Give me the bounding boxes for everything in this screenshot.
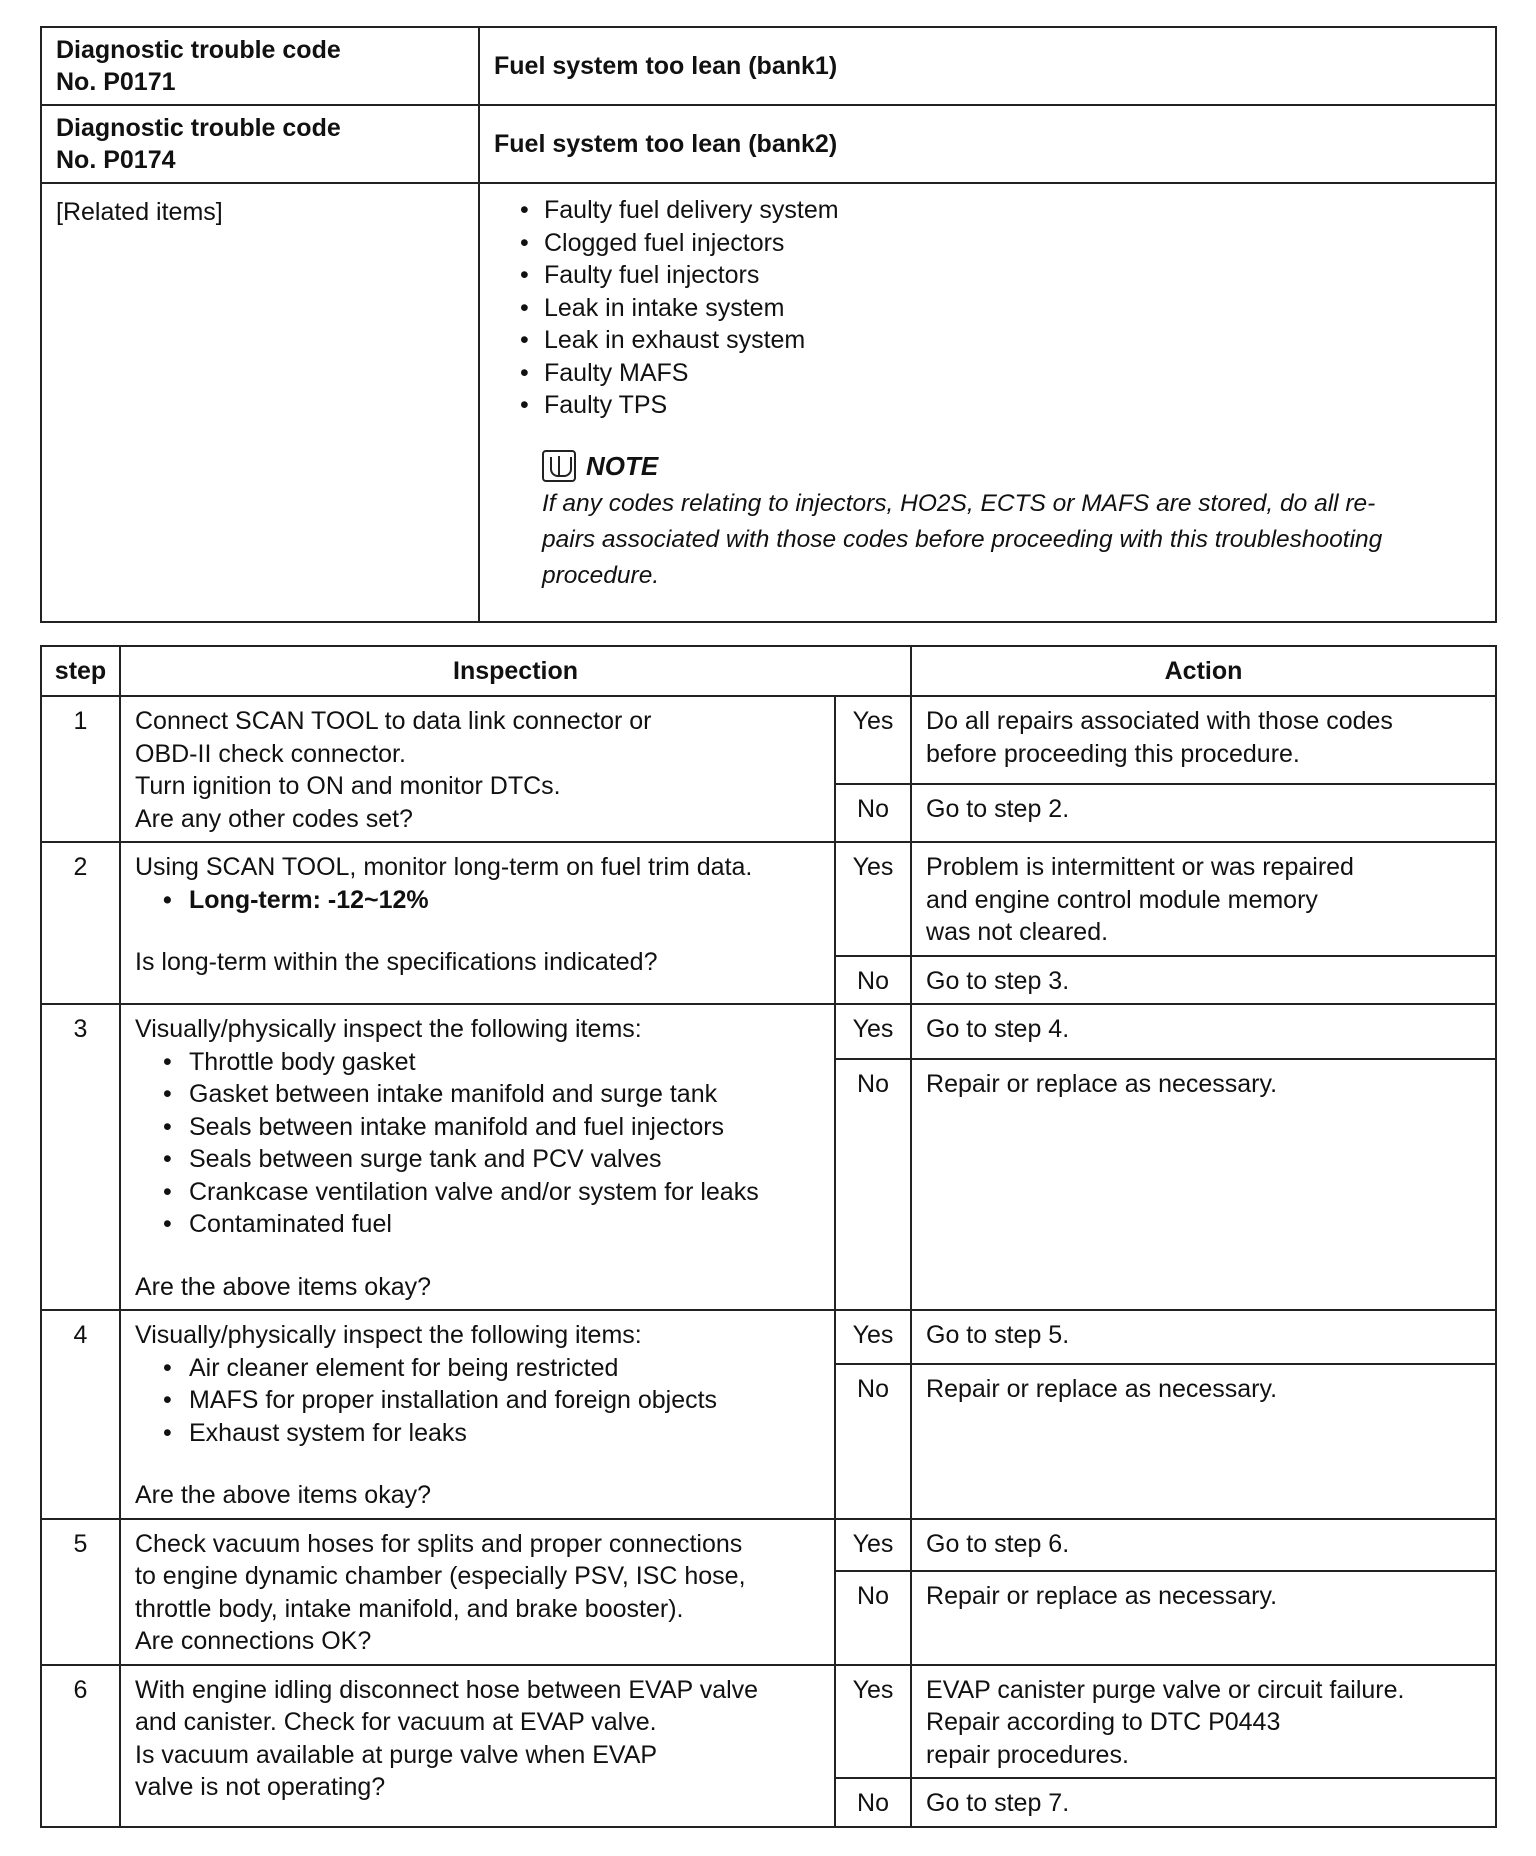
related-item: • Faulty fuel injectors bbox=[518, 259, 1481, 292]
action-line: and engine control module memory bbox=[926, 885, 1318, 914]
no-label: No bbox=[835, 1059, 911, 1310]
note-block bbox=[542, 450, 1481, 594]
inspection-line: Visually/physically inspect the following items: bbox=[135, 1321, 642, 1349]
col-header-inspection: Inspection bbox=[120, 646, 911, 696]
related-item: • Faulty MAFS bbox=[518, 357, 1481, 390]
action-line: Repair according to DTC P0443 bbox=[926, 1708, 1281, 1736]
dtc-title: Fuel system too lean (bank2) bbox=[479, 105, 1496, 183]
yes-label: Yes bbox=[835, 842, 911, 956]
inspection-cell bbox=[120, 1004, 835, 1310]
no-label: No bbox=[835, 784, 911, 842]
dtc-title: Fuel system too lean (bank1) bbox=[479, 27, 1496, 105]
inspection-line: With engine idling disconnect hose between EVAP valve bbox=[135, 1675, 759, 1704]
inspection-bullet: • MAFS for proper installation and foreign objects bbox=[159, 1384, 822, 1417]
note-line: procedure. bbox=[542, 561, 660, 589]
col-header-action: Action bbox=[911, 646, 1496, 696]
related-items-list bbox=[518, 194, 1481, 422]
related-items-cell bbox=[479, 183, 1496, 622]
action-line: Repair or replace as necessary. bbox=[926, 1374, 1278, 1403]
no-label: No bbox=[835, 1571, 911, 1664]
dtc-label-line1: Diagnostic trouble code bbox=[56, 114, 341, 142]
inspection-bullets bbox=[135, 884, 822, 917]
yes-label: Yes bbox=[835, 1519, 911, 1572]
dtc-label bbox=[41, 105, 479, 183]
inspection-line: Visually/physically inspect the following items: bbox=[135, 1015, 642, 1043]
yes-action bbox=[911, 1004, 1496, 1059]
inspection-question: valve is not operating? bbox=[135, 1773, 386, 1801]
action-line: Go to step 4. bbox=[926, 1015, 1070, 1043]
inspection-question: Are the above items okay? bbox=[135, 1272, 431, 1301]
inspection-cell bbox=[120, 1665, 835, 1827]
no-action bbox=[911, 784, 1496, 842]
inspection-bullet: • Long-term: -12~12% bbox=[159, 884, 822, 917]
related-item: • Leak in exhaust system bbox=[518, 324, 1481, 357]
inspection-bullets bbox=[135, 1046, 822, 1241]
action-line: Repair or replace as necessary. bbox=[926, 1582, 1278, 1611]
step-number: 4 bbox=[41, 1310, 120, 1519]
col-header-step: step bbox=[41, 646, 120, 696]
related-item: • Faulty TPS bbox=[518, 389, 1481, 422]
no-label: No bbox=[835, 1364, 911, 1519]
step-number: 5 bbox=[41, 1519, 120, 1665]
inspection-line: Is vacuum available at purge valve when EVAP bbox=[135, 1740, 658, 1769]
inspection-line: Turn ignition to ON and monitor DTCs. bbox=[135, 772, 561, 800]
related-items-label: [Related items] bbox=[41, 183, 479, 622]
inspection-cell bbox=[120, 1310, 835, 1519]
yes-action bbox=[911, 696, 1496, 784]
inspection-bullet: • Throttle body gasket bbox=[159, 1046, 822, 1079]
note-header bbox=[542, 450, 1481, 482]
steps-body bbox=[41, 696, 1496, 1827]
yes-label: Yes bbox=[835, 1665, 911, 1779]
no-action bbox=[911, 1571, 1496, 1664]
step-row bbox=[41, 842, 1496, 956]
book-icon bbox=[542, 450, 576, 482]
inspection-bullets bbox=[135, 1352, 822, 1450]
spacer bbox=[135, 1449, 822, 1479]
no-label: No bbox=[835, 956, 911, 1005]
related-item: • Faulty fuel delivery system bbox=[518, 194, 1481, 227]
step-number: 2 bbox=[41, 842, 120, 1004]
inspection-bullet: • Seals between surge tank and PCV valves bbox=[159, 1143, 822, 1176]
note-text bbox=[542, 486, 1481, 594]
inspection-cell bbox=[120, 842, 835, 1004]
inspection-line: Connect SCAN TOOL to data link connector or bbox=[135, 707, 652, 735]
troubleshooting-table bbox=[40, 645, 1497, 1828]
related-item: • Clogged fuel injectors bbox=[518, 227, 1481, 260]
no-label: No bbox=[835, 1778, 911, 1827]
inspection-bullet: • Gasket between intake manifold and surge tank bbox=[159, 1078, 822, 1111]
inspection-bullet: • Air cleaner element for being restricted bbox=[159, 1352, 822, 1385]
inspection-line: to engine dynamic chamber (especially PSV, ISC hose, bbox=[135, 1562, 746, 1590]
step-row bbox=[41, 1004, 1496, 1059]
dtc-code: No. P0171 bbox=[56, 68, 176, 96]
spacer bbox=[135, 916, 822, 946]
step-number: 1 bbox=[41, 696, 120, 842]
inspection-line: OBD-II check connector. bbox=[135, 739, 406, 768]
action-line: Go to step 3. bbox=[926, 966, 1070, 995]
no-action bbox=[911, 1778, 1496, 1827]
inspection-bullet: • Contaminated fuel bbox=[159, 1208, 822, 1241]
yes-label: Yes bbox=[835, 1004, 911, 1059]
inspection-question: Is long-term within the specifications indicated? bbox=[135, 948, 658, 976]
inspection-bullet: • Seals between intake manifold and fuel injectors bbox=[159, 1111, 822, 1144]
related-item: • Leak in intake system bbox=[518, 292, 1481, 325]
inspection-line: Check vacuum hoses for splits and proper connections bbox=[135, 1529, 743, 1558]
inspection-line: Using SCAN TOOL, monitor long-term on fuel trim data. bbox=[135, 853, 753, 881]
note-line: pairs associated with those codes before proceeding with this troubleshooting bbox=[542, 525, 1383, 553]
action-line: Problem is intermittent or was repaired bbox=[926, 853, 1354, 881]
action-line: before proceeding this procedure. bbox=[926, 739, 1300, 768]
dtc-label-line1: Diagnostic trouble code bbox=[56, 36, 341, 64]
action-line: Go to step 5. bbox=[926, 1321, 1070, 1349]
action-line: Go to step 6. bbox=[926, 1529, 1070, 1558]
inspection-line: and canister. Check for vacuum at EVAP valve. bbox=[135, 1708, 657, 1736]
action-line: Do all repairs associated with those codes bbox=[926, 707, 1393, 735]
action-line: EVAP canister purge valve or circuit failure. bbox=[926, 1675, 1405, 1704]
yes-label: Yes bbox=[835, 696, 911, 784]
no-action bbox=[911, 956, 1496, 1005]
action-line: Go to step 2. bbox=[926, 794, 1070, 823]
action-line: repair procedures. bbox=[926, 1740, 1129, 1769]
yes-label: Yes bbox=[835, 1310, 911, 1364]
inspection-line: throttle body, intake manifold, and brake booster). bbox=[135, 1594, 684, 1623]
yes-action bbox=[911, 1665, 1496, 1779]
spacer bbox=[135, 1241, 822, 1271]
inspection-cell bbox=[120, 1519, 835, 1665]
dtc-code: No. P0174 bbox=[56, 146, 176, 174]
inspection-bullet: • Exhaust system for leaks bbox=[159, 1417, 822, 1450]
inspection-cell bbox=[120, 696, 835, 842]
action-line: Repair or replace as necessary. bbox=[926, 1070, 1278, 1099]
inspection-question: Are connections OK? bbox=[135, 1627, 372, 1655]
inspection-question: Are the above items okay? bbox=[135, 1481, 431, 1509]
step-row bbox=[41, 696, 1496, 784]
dtc-label bbox=[41, 27, 479, 105]
step-number: 3 bbox=[41, 1004, 120, 1310]
related-items-row bbox=[41, 183, 1496, 622]
step-row bbox=[41, 1519, 1496, 1572]
table-header-row bbox=[41, 646, 1496, 696]
yes-action bbox=[911, 1310, 1496, 1364]
dtc-row bbox=[41, 105, 1496, 183]
dtc-row bbox=[41, 27, 1496, 105]
action-line: Go to step 7. bbox=[926, 1789, 1070, 1817]
yes-action bbox=[911, 1519, 1496, 1572]
inspection-question: Are any other codes set? bbox=[135, 804, 413, 833]
dtc-header-table bbox=[40, 26, 1497, 623]
yes-action bbox=[911, 842, 1496, 956]
step-row bbox=[41, 1665, 1496, 1779]
step-number: 6 bbox=[41, 1665, 120, 1827]
step-row bbox=[41, 1310, 1496, 1364]
note-line: If any codes relating to injectors, HO2S, ECTS or MAFS are stored, do all re- bbox=[542, 489, 1376, 517]
inspection-bullet: • Crankcase ventilation valve and/or system for leaks bbox=[159, 1176, 822, 1209]
note-title: NOTE bbox=[586, 450, 659, 481]
no-action bbox=[911, 1059, 1496, 1310]
no-action bbox=[911, 1364, 1496, 1519]
action-line: was not cleared. bbox=[926, 918, 1109, 946]
